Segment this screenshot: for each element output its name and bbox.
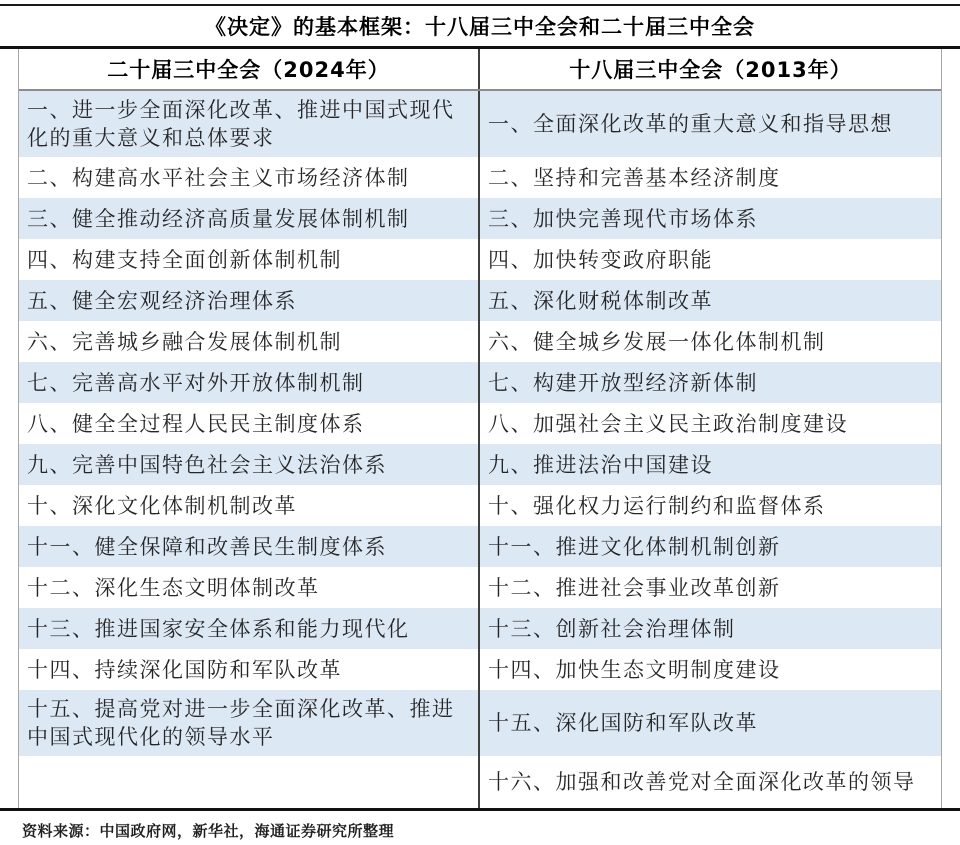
table-row [19,239,941,280]
cell-2013: 十一、推进文化体制机制创新 [488,534,781,559]
table-row [19,526,941,567]
cell-2013: 十、强化权力运行制约和监督体系 [488,493,826,518]
table-row [19,649,941,690]
cell-2013: 十六、加强和改善党对全面深化改革的领导 [488,770,916,794]
table-row [19,567,941,608]
cell-2024: 五、健全宏观经济治理体系 [19,280,480,321]
cell-2024: 十三、推进国家安全体系和能力现代化 [19,608,480,649]
table-row [19,198,941,239]
cell-2024: 三、健全推动经济高质量发展体制机制 [19,198,480,239]
cell-2013: 二、坚持和完善基本经济制度 [488,165,781,190]
column-header-2024: 二十届三中全会（2024年） [19,49,480,89]
table-row [19,485,941,526]
cell-2013: 七、构建开放型经济新体制 [488,370,758,395]
table-row [19,403,941,444]
cell-2024: 十一、健全保障和改善民生制度体系 [19,526,480,567]
cell-2013: 九、推进法治中国建设 [488,452,713,477]
exhibit-title-bar [0,6,960,46]
table-row [19,321,941,362]
cell-2024 [19,756,480,808]
cell-2013: 十四、加快生态文明制度建设 [488,657,781,682]
cell-2024: 十、深化文化体制机制改革 [19,485,480,526]
cell-2013: 十三、创新社会治理体制 [488,616,736,641]
cell-2024: 十四、持续深化国防和军队改革 [19,649,480,690]
cell-2013: 五、深化财税体制改革 [488,288,713,313]
cell-2024: 四、构建支持全面创新体制机制 [19,239,480,280]
exhibit-title: 《决定》的基本框架：十八届三中全会和二十届三中全会 [205,15,755,39]
cell-2024: 二、构建高水平社会主义市场经济体制 [19,157,480,198]
table-row [19,444,941,485]
cell-2024: 七、完善高水平对外开放体制机制 [19,362,480,403]
table-row [19,362,941,403]
cell-2024: 一、进一步全面深化改革、推进中国式现代化的重大意义和总体要求 [19,91,480,157]
cell-2013: 四、加快转变政府职能 [488,247,713,272]
comparison-table [18,49,942,808]
table-row [19,280,941,321]
column-header-2013: 十八届三中全会（2013年） [569,58,852,82]
source-note: 资料来源：中国政府网，新华社，海通证券研究所整理 [22,822,395,840]
cell-2013: 六、健全城乡发展一体化体制机制 [488,329,826,354]
cell-2024: 八、健全全过程人民民主制度体系 [19,403,480,444]
table-row [19,91,941,157]
cell-2024: 六、完善城乡融合发展体制机制 [19,321,480,362]
cell-2024: 十二、深化生态文明体制改革 [19,567,480,608]
cell-2013: 一、全面深化改革的重大意义和指导思想 [488,112,893,136]
cell-2013: 十二、推进社会事业改革创新 [488,575,781,600]
cell-2013: 十五、深化国防和军队改革 [488,711,758,735]
table-row [19,756,941,808]
table-header-row [19,49,941,91]
cell-2024: 九、完善中国特色社会主义法治体系 [19,444,480,485]
cell-2013: 三、加快完善现代市场体系 [488,206,758,231]
cell-2013: 八、加强社会主义民主政治制度建设 [488,411,848,436]
table-row [19,157,941,198]
table-row [19,608,941,649]
cell-2024: 十五、提高党对进一步全面深化改革、推进中国式现代化的领导水平 [19,690,480,756]
table-row [19,690,941,756]
